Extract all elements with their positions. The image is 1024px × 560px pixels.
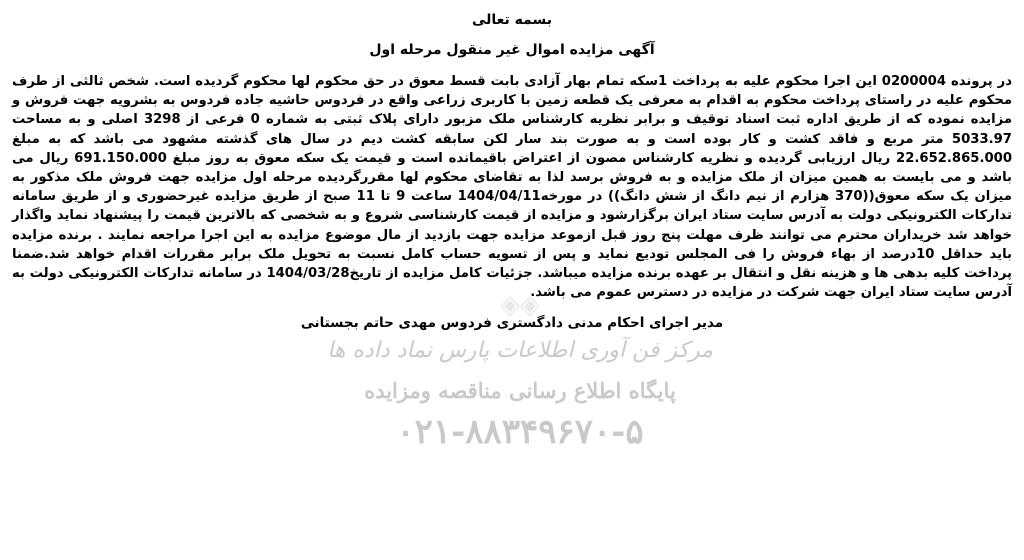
watermark-portal-name: پایگاه اطلاع رسانی مناقصه ومزایده	[364, 378, 676, 403]
watermark-phone-number: ۰۲۱-۸۸۳۴۹۶۷۰-۵	[396, 412, 644, 452]
watermark-company-name: مرکز فن آوری اطلاعات پارس نماد داده ها	[327, 338, 713, 363]
invocation-heading: بسمه تعالی	[471, 12, 553, 28]
notice-title: آگهی مزایده اموال غیر منقول مرحله اول	[369, 42, 655, 58]
signature-line: مدیر اجرای احکام مدنی دادگستری فردوس مهدی حاتم بجستانی	[300, 315, 724, 332]
watermark-logo-icon: ◈◈	[500, 290, 540, 320]
notice-body: در پرونده 0200004 این اجرا محکوم علیه به پرداخت 1سکه تمام بهار آزادی بابت قسط معوق در حق محکوم لها محکوم گردیده است. شخص ثالثی از طرف محکوم علیه در راستای پرداخت محکوم به اقدام به معرفی یک قطعه زمین با کاربری زراعی واقع در فردوس حاشیه جاده فردوس به بشرویه جهت فروش و مزایده نموده که از طریق اداره ثبت اسناد توقیف و برابر نظریه کارشناس ملک مزبور دارای پلاک ثبتی به شماره 0 فرعی از 3298 اصلی و به مساحت 5033.97 متر مربع و فاقد کشت و کار بوده است و به صورت بند سار لکن سابقه کشت دیم در سال های گذشته مشهود می باشد که به مبلغ 22.652.865.000 ریال ارزیابی گردیده و نظریه کارشناس مصون از اعتراض باقیمانده است و قیمت یک سکه معوق به روز مبلغ 691.150.000 ریال می باشد و می بایست به همین میزان از ملک مزایده و به فروش برسد لذا به تقاضای محکوم لها مقررگردیده مرحله اول مزایده جهت فروش ملک مذکور به میزان یک سکه معوق((370 هزارم از نیم دانگ از شش دانگ)) در مورخه1404/04/11 ساعت 9 تا 11 صبح از طریق مزایده غیرحضوری و از طریق سامانه تدارکات الکترونیکی دولت به آدرس سایت ستاد ایران برگزارشود و مزایده از قیمت کارشناسی شروع و به شخصی که بالاترین قیمت را پیشنهاد نماید واگذار خواهد شد خریداران محترم می توانند ظرف مهلت پنج روز قبل ازموعد مزایده جهت بازدید از مال موضوع مزایده به این اجرا مراجعه نمایند . برنده مزایده باید حداقل 10درصد از بهاء فروش را فی المجلس تودیع نماید و پس از تسویه حساب کامل نسبت به تحویل ملک برابر مقررات اقدام خواهد شد.ضمنا پرداخت کلیه بدهی ها و هزینه نقل و انتقال بر عهده برنده مزایده میباشد. جزئیات کامل مزایده از تاریخ1404/03/28 در سامانه تدارکات الکترونیکی دولت به آدرس سایت ستاد ایران جهت شرکت در مزایده در دسترس عموم می باشد.	[12, 74, 1012, 301]
